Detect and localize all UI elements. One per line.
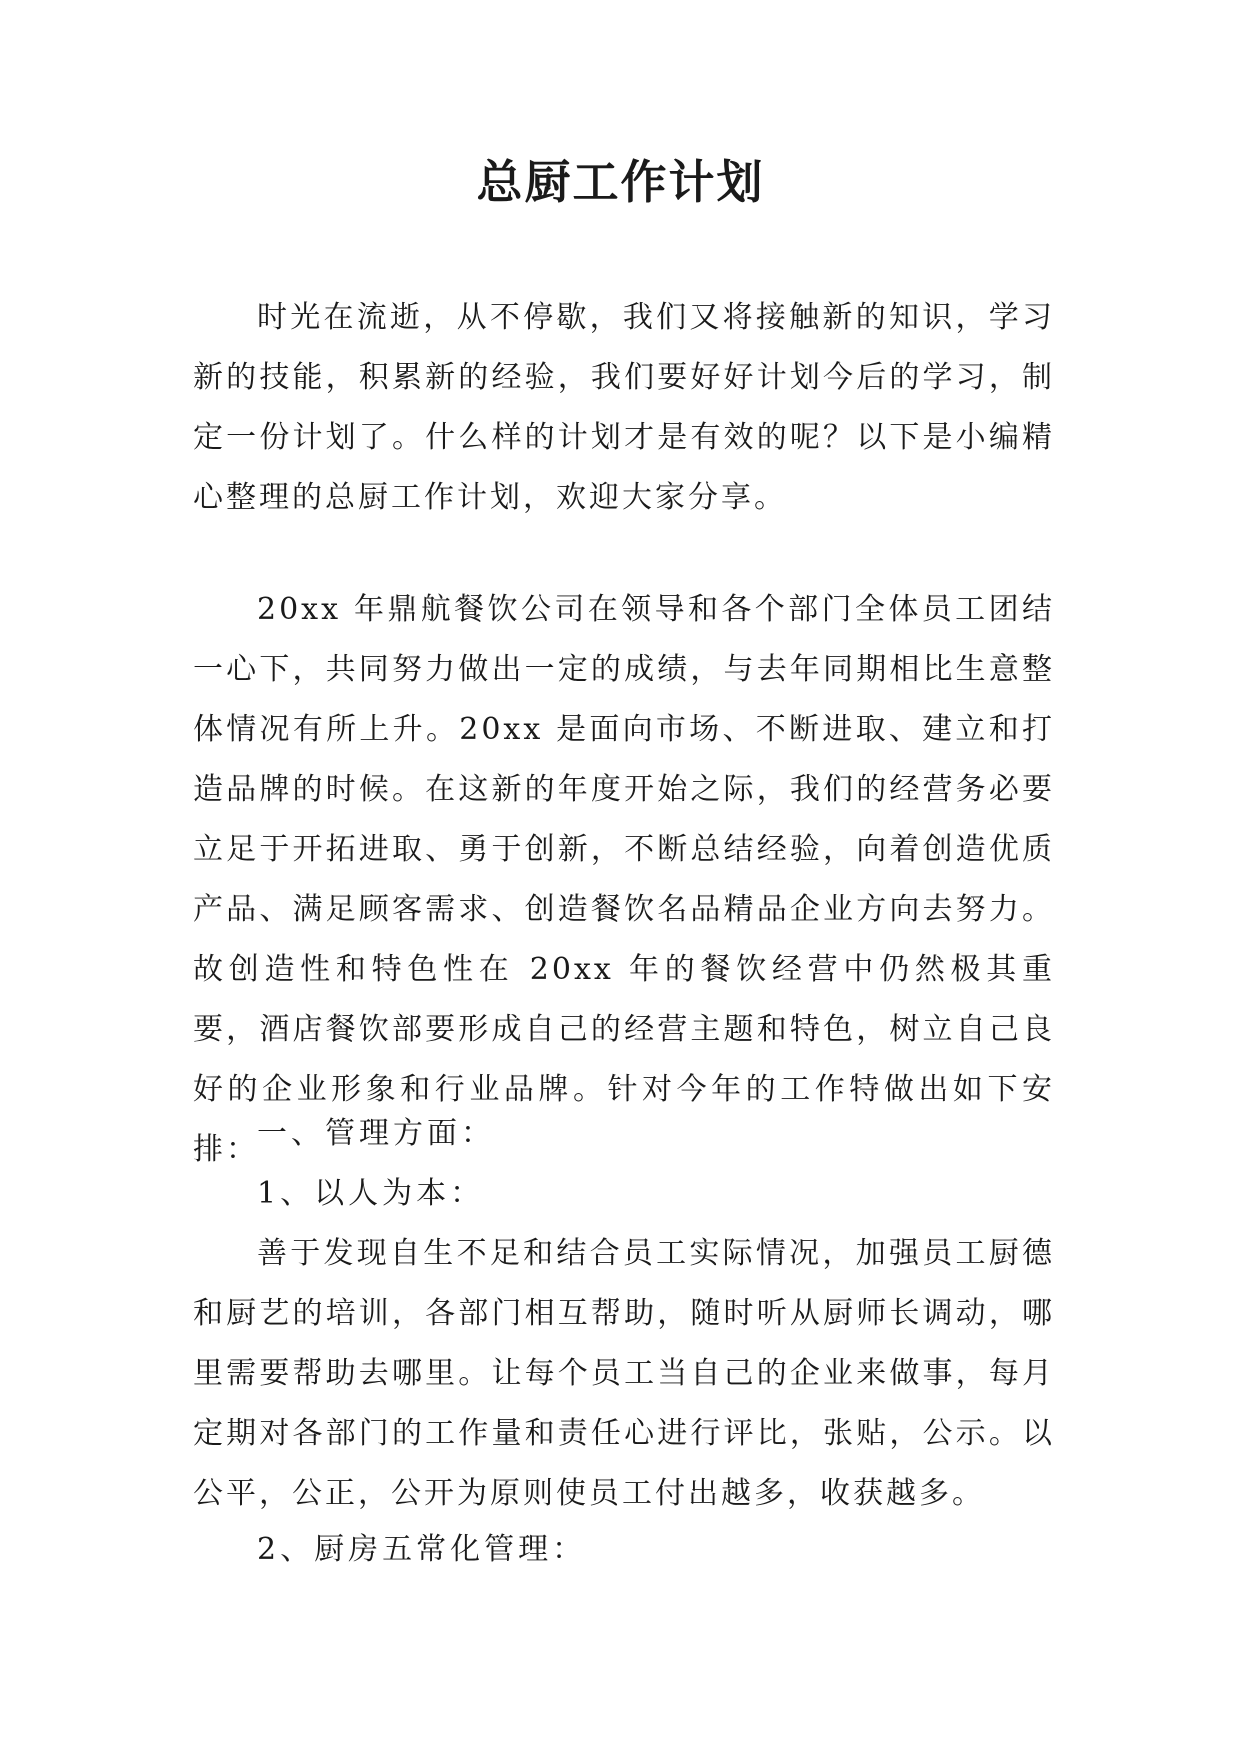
people-oriented-paragraph: 善于发现自生不足和结合员工实际情况，加强员工厨德和厨艺的培训，各部门相互帮助，随时听从厨师长调动，哪里需要帮助去哪里。让每个员工当自己的企业来做事，每月定期对各部门的工作量和责任心进行评比，张贴，公示。以公平，公正，公开为原则使员工付出越多，收获越多。	[193, 1236, 1055, 1511]
document-title: 总厨工作计划	[476, 155, 765, 209]
intro-paragraph: 时光在流逝，从不停歇，我们又将接触新的知识，学习新的技能，积累新的经验，我们要好好计划今后的学习，制定一份计划了。什么样的计划才是有效的呢？以下是小编精心整理的总厨工作计划，欢迎大家分享。	[193, 300, 1055, 515]
main-paragraph: 20xx 年鼎航餐饮公司在领导和各个部门全体员工团结一心下，共同努力做出一定的成绩，与去年同期相比生意整体情况有所上升。20xx 是面向市场、不断进取、建立和打造品牌的时候。在这新的年度开始之际，我们的经营务必要立足于开拓进取、勇于创新，不断总结经验，向着创造优质产品、满足顾客需求、创造餐饮名品精品企业方向去努力。故创造性和特色性在 20xx 年的餐饮经营中仍然极其重要，酒店餐饮部要形成自己的经营主题和特色，树立自己良好的企业形象和行业品牌。针对今年的工作特做出如下安排：	[193, 592, 1055, 1167]
section-heading-management: 一、管理方面：	[257, 1116, 495, 1151]
item-heading-kitchen-management: 2、厨房五常化管理：	[257, 1532, 587, 1567]
item-heading-people-oriented: 1、以人为本：	[257, 1176, 485, 1211]
